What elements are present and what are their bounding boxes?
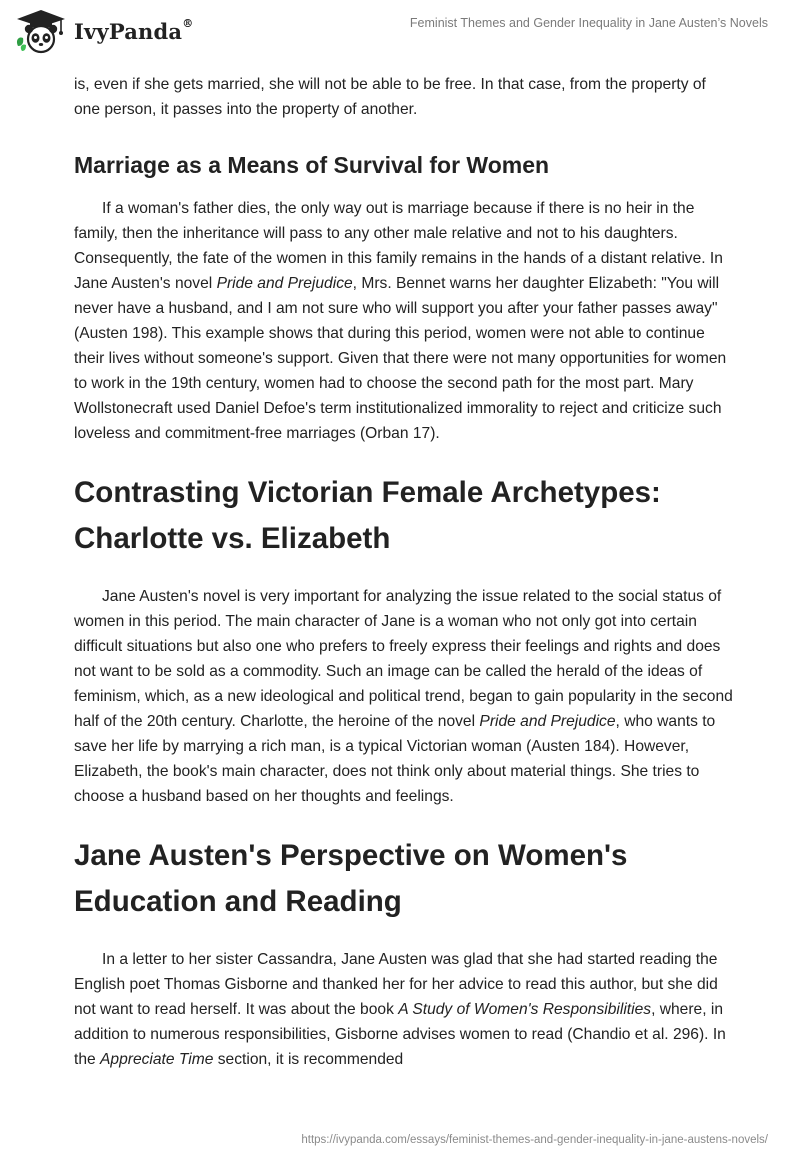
- section-paragraph-archetypes: Jane Austen's novel is very important for analyzing the issue related to the social status of women in this period. The main character of Jane is a woman who not only got into certain difficult situations but also one who prefers to freely express their feelings and rights and does not want to be sold as a commodity. Such an image can be called the herald of the ideas of feminism, which, as a new ideological and political trend, began to gain popularity in the second half of the 20th century. Charlotte, the heroine of the novel Pride and Prejudice, who wants to save her life by marrying a rich man, is a typical Victorian woman (Austen 184). However, Elizabeth, the book's main character, does not think only about material things. She tries to choose a husband based on her thoughts and feelings.: [74, 588, 733, 805]
- page-header: [0, 0, 800, 60]
- brand-name: IvyPanda®: [74, 16, 194, 44]
- section-paragraph-marriage: If a woman's father dies, the only way out is marriage because if there is no heir in the family, then the inheritance will pass to any other male relative and not to his daughters. Consequently, the fate of the women in this family remains in the hands of a distant relative. In Jane Austen's novel Pride and Prejudice, Mrs. Bennet warns her daughter Elizabeth: "You will never have a husband, and I am not sure who will support you after your father passes away" (Austen 198). This example shows that during this period, women were not able to continue their lives without someone's support. Given that there were not many opportunities for women to work in the 19th century, women had to choose the second path for the most part. Mary Wollstonecraft used Daniel Defoe's term institutionalized immorality to reject and criticize such loveless and commitment-free marriages (Orban 17).: [74, 200, 727, 442]
- panda-graduate-icon: [14, 8, 68, 54]
- section-heading-archetypes: Contrasting Victorian Female Archetypes: Charlotte vs. Elizabeth: [74, 476, 661, 555]
- registered-mark: ®: [182, 16, 194, 30]
- section-heading-marriage: Marriage as a Means of Survival for Women: [74, 152, 550, 178]
- section-heading-education: Jane Austen's Perspective on Women's Education and Reading: [74, 839, 628, 918]
- section-paragraph-education: In a letter to her sister Cassandra, Jane Austen was glad that she had started reading the English poet Thomas Gisborne and thanked her for her advice to read this author, but she did not want to read herself. It was about the book A Study of Women's Responsibilities, where, in addition to numerous responsibilities, Gisborne advises women to read (Chandio et al. 296). In the Appreciate Time section, it is recommended: [74, 951, 726, 1068]
- intro-paragraph: is, even if she gets married, she will not be able to be free. In that case, from the property of one person, it passes into the property of another.: [74, 76, 706, 118]
- ivypanda-logo[interactable]: [14, 8, 193, 54]
- document-title: Feminist Themes and Gender Inequality in Jane Austen’s Novels: [409, 16, 768, 30]
- essay-content: [74, 72, 734, 1072]
- source-url-link[interactable]: https://ivypanda.com/essays/feminist-themes-and-gender-inequality-in-jane-austens-novels/: [301, 1134, 768, 1146]
